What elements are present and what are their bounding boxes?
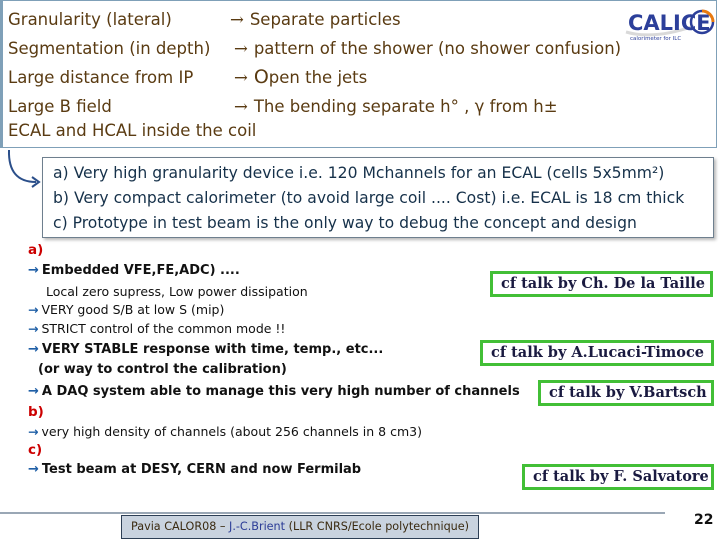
result-b-field — [234, 97, 558, 117]
detail-text: STRICT control of the common mode !! — [41, 321, 286, 336]
consequence-a: a) Very high granularity device i.e. 120 Mchannels for an ECAL (cells 5x5mm²) — [53, 164, 665, 182]
detail-text: Embedded VFE,FE,ADC) .... — [41, 263, 240, 278]
detail-a1 — [28, 263, 240, 279]
consequence-b: b) Very compact calorimeter (to avoid large coil .... Cost) i.e. ECAL is 18 cm thick — [53, 189, 685, 207]
right-arrow-icon: → — [234, 97, 248, 116]
result-text: The bending separate h° , γ from h± — [253, 97, 558, 116]
detail-text: VERY good S/B at low S (mip) — [41, 302, 225, 317]
page-number: 22 — [694, 512, 714, 528]
right-arrow-icon: → — [230, 10, 244, 29]
requirement-granularity: Granularity (lateral) — [8, 10, 172, 29]
requirement-distance: Large distance from IP — [8, 68, 194, 87]
detail-text: Test beam at DESY, CERN and now Fermilab — [41, 462, 362, 477]
talk-ref-de-la-taille: cf talk by Ch. De la Taille — [490, 271, 713, 297]
arrow-icon: → — [28, 462, 39, 477]
detail-a3 — [28, 321, 285, 337]
arrow-icon: → — [28, 424, 39, 439]
detail-text: VERY STABLE response with time, temp., etc... — [41, 342, 384, 357]
detail-a5 — [28, 384, 520, 400]
section-c-label: c) — [28, 442, 43, 458]
footer-prefix: Pavia CALOR08 – — [130, 520, 230, 533]
logo-subtitle: calorimeter for ILC — [630, 36, 682, 42]
detail-a1-sub: Local zero supress, Low power dissipation — [46, 284, 308, 299]
detail-c1 — [28, 462, 361, 478]
result-granularity — [230, 10, 401, 30]
requirement-coil: ECAL and HCAL inside the coil — [8, 121, 257, 140]
section-b-label: b) — [28, 404, 44, 420]
logo-text: CALICE — [628, 11, 711, 35]
footer-affiliation: (LLR CNRS/Ecole polytechnique) — [285, 520, 470, 533]
section-a-label: a) — [28, 242, 44, 258]
detail-a2 — [28, 302, 224, 318]
result-text: Separate particles — [249, 10, 401, 29]
right-arrow-icon: → — [234, 68, 248, 87]
result-text: pattern of the shower (no shower confusion) — [253, 39, 622, 58]
detail-b1 — [28, 424, 422, 440]
requirement-segmentation: Segmentation (in depth) — [8, 39, 211, 58]
detail-a4 — [28, 342, 383, 358]
footer-author: J.-C.Brient — [229, 520, 286, 533]
arrow-icon: → — [28, 321, 39, 336]
detail-text: A DAQ system able to manage this very high number of channels — [41, 384, 520, 399]
result-text: pen the jets — [268, 68, 368, 87]
talk-ref-bartsch: cf talk by V.Bartsch — [538, 380, 714, 406]
result-text-initial: O — [253, 66, 269, 88]
arrow-icon: → — [28, 342, 39, 357]
footer-divider — [0, 512, 665, 514]
detail-text: very high density of channels (about 256 channels in 8 cm3) — [41, 424, 422, 439]
consequence-c: c) Prototype in test beam is the only way to debug the concept and design — [53, 214, 637, 232]
requirement-b-field: Large B field — [8, 97, 112, 116]
footer-credit — [121, 515, 479, 539]
calice-logo — [624, 2, 716, 44]
consequences-box — [42, 157, 714, 238]
arrow-icon: → — [28, 263, 39, 278]
curved-arrow-icon — [6, 148, 46, 192]
result-distance — [234, 67, 367, 88]
detail-a4-sub: (or way to control the calibration) — [38, 362, 287, 377]
talk-ref-salvatore: cf talk by F. Salvatore — [522, 464, 714, 490]
result-segmentation — [234, 39, 621, 59]
right-arrow-icon: → — [234, 39, 248, 58]
talk-ref-lucaci-timoce: cf talk by A.Lucaci-Timoce — [480, 340, 714, 366]
arrow-icon: → — [28, 302, 39, 317]
arrow-icon: → — [28, 384, 39, 399]
